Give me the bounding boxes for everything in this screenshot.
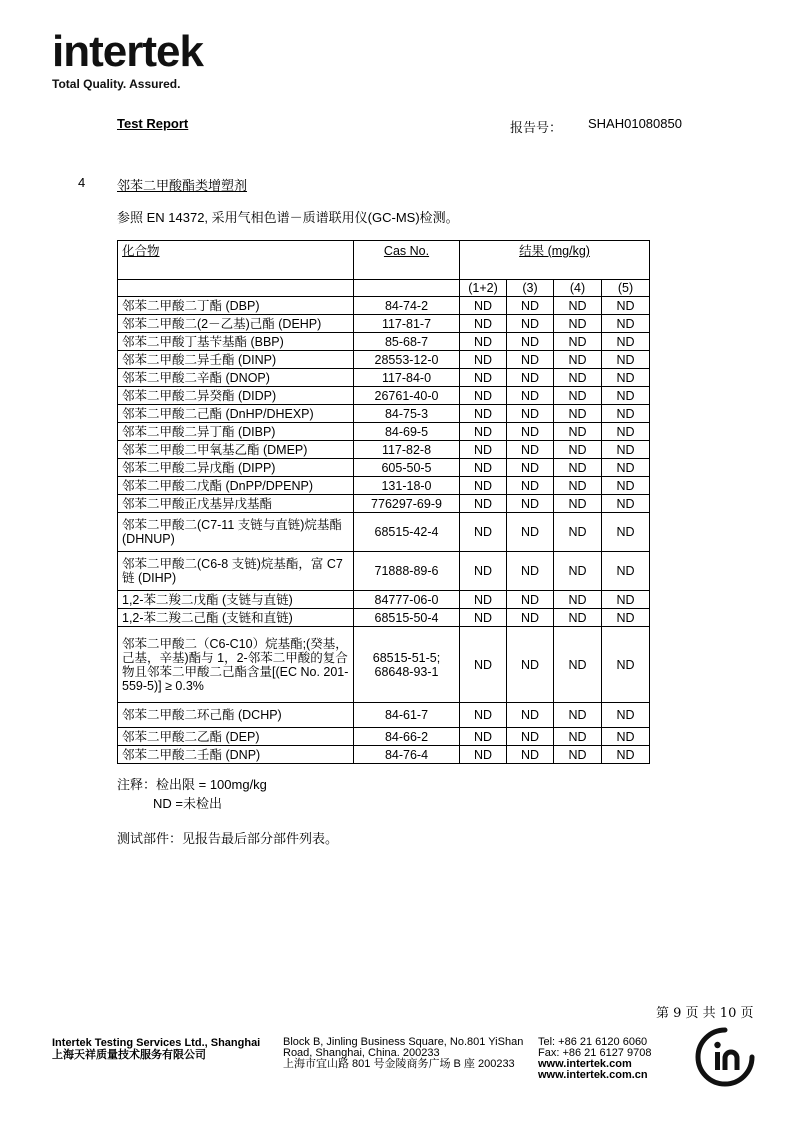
- result-cell: ND: [602, 591, 650, 609]
- cas-cell: 84-76-4: [354, 746, 460, 764]
- result-cell: ND: [460, 459, 507, 477]
- cas-cell: 84-66-2: [354, 728, 460, 746]
- result-cell: ND: [460, 591, 507, 609]
- result-cell: ND: [602, 703, 650, 728]
- result-cell: ND: [554, 728, 602, 746]
- table-row: [118, 441, 650, 459]
- result-cell: ND: [460, 351, 507, 369]
- table-row: [118, 495, 650, 513]
- table-row: [118, 315, 650, 333]
- header-cas: Cas No.: [354, 241, 460, 280]
- test-method: 参照 EN 14372, 采用气相色谱－质谱联用仪(GC-MS)检测。: [117, 210, 459, 225]
- result-cell: ND: [460, 513, 507, 552]
- result-cell: ND: [554, 552, 602, 591]
- compound-cell: 邻苯二甲酸丁基苄基酯 (BBP): [118, 333, 354, 351]
- compound-cell: 邻苯二甲酸二(C7-11 支链与直链)烷基酯 (DHNUP): [118, 513, 354, 552]
- cas-cell: 131-18-0: [354, 477, 460, 495]
- compound-cell: 邻苯二甲酸正戊基异戊基酯: [118, 495, 354, 513]
- result-cell: ND: [507, 703, 554, 728]
- table-row: [118, 387, 650, 405]
- page-number: 第 9 页 共 10 页: [656, 1006, 754, 1021]
- result-cell: ND: [460, 441, 507, 459]
- table-row: [118, 333, 650, 351]
- result-cell: ND: [554, 609, 602, 627]
- result-cell: ND: [554, 513, 602, 552]
- address-line: 上海市宜山路 801 号金陵商务广场 B 座 200233: [283, 1058, 515, 1070]
- cas-cell: 605-50-5: [354, 459, 460, 477]
- result-cell: ND: [507, 609, 554, 627]
- result-cell: ND: [602, 387, 650, 405]
- compound-cell: 邻苯二甲酸二(C6-8 支链)烷基酯，富 C7 链 (DIHP): [118, 552, 354, 591]
- result-cell: ND: [460, 746, 507, 764]
- website-link[interactable]: www.intertek.com: [538, 1058, 632, 1070]
- table-row: [118, 297, 650, 315]
- cas-cell: 68515-42-4: [354, 513, 460, 552]
- result-cell: ND: [460, 627, 507, 703]
- cas-cell: 84-74-2: [354, 297, 460, 315]
- result-cell: ND: [602, 513, 650, 552]
- logo-tagline: Total Quality. Assured.: [52, 77, 181, 91]
- table-row: [118, 459, 650, 477]
- result-cell: ND: [554, 459, 602, 477]
- compound-cell: 1,2-苯二羧二己酯 (支链和直链): [118, 609, 354, 627]
- result-cell: ND: [507, 728, 554, 746]
- header-result: 结果 (mg/kg): [460, 241, 650, 280]
- result-cell: ND: [507, 746, 554, 764]
- cas-cell: 117-84-0: [354, 369, 460, 387]
- cas-cell: 117-82-8: [354, 441, 460, 459]
- footer-address: [283, 1037, 523, 1070]
- cas-cell: 84777-06-0: [354, 591, 460, 609]
- result-cell: ND: [602, 728, 650, 746]
- note-nd-definition: ND =未检出: [153, 796, 222, 811]
- result-cell: ND: [554, 351, 602, 369]
- compound-cell: 邻苯二甲酸二乙酯 (DEP): [118, 728, 354, 746]
- result-cell: ND: [460, 405, 507, 423]
- table-header-row: [118, 241, 650, 280]
- cas-cell: 68515-51-5; 68648-93-1: [354, 627, 460, 703]
- cas-cell: 117-81-7: [354, 315, 460, 333]
- result-cell: ND: [602, 459, 650, 477]
- table-row: [118, 552, 650, 591]
- report-title: Test Report: [117, 116, 189, 131]
- table-row: [118, 609, 650, 627]
- result-cell: ND: [507, 333, 554, 351]
- telephone: Tel: +86 21 6120 6060: [538, 1036, 648, 1048]
- section-title: 邻苯二甲酸酯类增塑剂: [117, 179, 248, 194]
- result-cell: ND: [507, 459, 554, 477]
- result-cell: ND: [602, 441, 650, 459]
- result-cell: ND: [460, 387, 507, 405]
- result-cell: ND: [554, 333, 602, 351]
- result-cell: ND: [554, 405, 602, 423]
- result-cell: ND: [554, 423, 602, 441]
- compound-cell: 邻苯二甲酸二（C6-C10）烷基酯;(癸基，己基，辛基)酯与 1，2-邻苯二甲酸的复合物且邻苯二甲酸二己酯含量[(EC No. 201-559-5)] ≥ 0.3%: [118, 627, 354, 703]
- table-row: [118, 477, 650, 495]
- table-row: [118, 746, 650, 764]
- report-number-label: 报告号：: [510, 121, 563, 136]
- result-cell: ND: [460, 423, 507, 441]
- result-cell: ND: [554, 703, 602, 728]
- result-cell: ND: [460, 477, 507, 495]
- cas-cell: 85-68-7: [354, 333, 460, 351]
- compound-cell: 邻苯二甲酸二(2－乙基)己酯 (DEHP): [118, 315, 354, 333]
- intertek-badge-icon: [694, 1026, 756, 1088]
- address-line: Road, Shanghai, China. 200233: [283, 1047, 440, 1059]
- compound-cell: 邻苯二甲酸二异戊酯 (DIPP): [118, 459, 354, 477]
- result-cell: ND: [602, 609, 650, 627]
- compound-cell: 邻苯二甲酸二辛酯 (DNOP): [118, 369, 354, 387]
- result-cell: ND: [602, 405, 650, 423]
- result-cell: ND: [507, 315, 554, 333]
- result-cell: ND: [507, 552, 554, 591]
- result-cell: ND: [554, 387, 602, 405]
- result-cell: ND: [554, 297, 602, 315]
- table-subheader-row: [118, 280, 650, 297]
- result-cell: ND: [507, 627, 554, 703]
- result-cell: ND: [602, 477, 650, 495]
- subheader-cell: (4): [554, 280, 602, 297]
- result-cell: ND: [507, 441, 554, 459]
- result-cell: ND: [602, 495, 650, 513]
- result-cell: ND: [460, 552, 507, 591]
- intertek-logo: intertek: [52, 27, 203, 76]
- table-row: [118, 728, 650, 746]
- report-number: SHAH01080850: [588, 116, 682, 131]
- result-cell: ND: [460, 369, 507, 387]
- result-cell: ND: [554, 746, 602, 764]
- result-cell: ND: [507, 495, 554, 513]
- result-cell: ND: [602, 627, 650, 703]
- compound-cell: 邻苯二甲酸二甲氧基乙酯 (DMEP): [118, 441, 354, 459]
- note-detection-limit: 注释：检出限 = 100mg/kg: [117, 777, 267, 792]
- result-cell: ND: [554, 441, 602, 459]
- compound-cell: 邻苯二甲酸二己酯 (DnHP/DHEXP): [118, 405, 354, 423]
- compound-cell: 邻苯二甲酸二异癸酯 (DIDP): [118, 387, 354, 405]
- website-link[interactable]: www.intertek.com.cn: [538, 1069, 648, 1081]
- result-cell: ND: [602, 297, 650, 315]
- result-cell: ND: [507, 477, 554, 495]
- result-cell: ND: [602, 315, 650, 333]
- result-cell: ND: [460, 728, 507, 746]
- result-cell: ND: [602, 746, 650, 764]
- result-cell: ND: [460, 609, 507, 627]
- table-row: [118, 627, 650, 703]
- table-row: [118, 513, 650, 552]
- subheader-cell: (5): [602, 280, 650, 297]
- result-cell: ND: [507, 369, 554, 387]
- subheader-cell: (3): [507, 280, 554, 297]
- cas-cell: 84-61-7: [354, 703, 460, 728]
- cas-cell: 68515-50-4: [354, 609, 460, 627]
- compound-cell: 邻苯二甲酸二壬酯 (DNP): [118, 746, 354, 764]
- cas-cell: 71888-89-6: [354, 552, 460, 591]
- footer-contact: [538, 1037, 651, 1081]
- compound-cell: 邻苯二甲酸二戊酯 (DnPP/DPENP): [118, 477, 354, 495]
- section-number: 4: [78, 175, 86, 190]
- result-cell: ND: [554, 627, 602, 703]
- result-cell: ND: [602, 351, 650, 369]
- result-cell: ND: [507, 591, 554, 609]
- table-row: [118, 351, 650, 369]
- table-row: [118, 423, 650, 441]
- result-cell: ND: [507, 297, 554, 315]
- result-cell: ND: [602, 423, 650, 441]
- notes: [117, 775, 267, 813]
- company-name-en: Intertek Testing Services Ltd., Shanghai: [52, 1037, 261, 1049]
- cas-cell: 776297-69-9: [354, 495, 460, 513]
- compound-cell: 邻苯二甲酸二丁酯 (DBP): [118, 297, 354, 315]
- result-cell: ND: [507, 387, 554, 405]
- table-row: [118, 591, 650, 609]
- result-cell: ND: [554, 591, 602, 609]
- fax: Fax: +86 21 6127 9708: [538, 1047, 652, 1059]
- address-line: Block B, Jinling Business Square, No.801 YiShan: [283, 1036, 524, 1048]
- result-cell: ND: [554, 369, 602, 387]
- result-cell: ND: [602, 369, 650, 387]
- footer-company: [52, 1037, 260, 1061]
- result-cell: ND: [554, 495, 602, 513]
- table-row: [118, 703, 650, 728]
- result-cell: ND: [460, 315, 507, 333]
- compound-cell: 邻苯二甲酸二环己酯 (DCHP): [118, 703, 354, 728]
- result-cell: ND: [460, 333, 507, 351]
- cas-cell: 84-69-5: [354, 423, 460, 441]
- compound-cell: 邻苯二甲酸二异壬酯 (DINP): [118, 351, 354, 369]
- cas-cell: 84-75-3: [354, 405, 460, 423]
- tested-parts-note: 测试部件：见报告最后部分部件列表。: [117, 831, 339, 846]
- result-cell: ND: [507, 351, 554, 369]
- result-cell: ND: [507, 405, 554, 423]
- compound-cell: 1,2-苯二羧二戊酯 (支链与直链): [118, 591, 354, 609]
- result-cell: ND: [507, 513, 554, 552]
- cas-cell: 28553-12-0: [354, 351, 460, 369]
- cas-cell: 26761-40-0: [354, 387, 460, 405]
- subheader-cell: (1+2): [460, 280, 507, 297]
- result-cell: ND: [507, 423, 554, 441]
- result-cell: ND: [460, 703, 507, 728]
- header-compound: 化合物: [118, 241, 354, 280]
- compound-cell: 邻苯二甲酸二异丁酯 (DIBP): [118, 423, 354, 441]
- result-cell: ND: [602, 333, 650, 351]
- result-cell: ND: [460, 297, 507, 315]
- table-row: [118, 405, 650, 423]
- result-cell: ND: [554, 315, 602, 333]
- result-cell: ND: [602, 552, 650, 591]
- result-cell: ND: [554, 477, 602, 495]
- table-row: [118, 369, 650, 387]
- result-cell: ND: [460, 495, 507, 513]
- results-table: [117, 240, 650, 764]
- company-name-cn: 上海天祥质量技术服务有限公司: [52, 1049, 206, 1061]
